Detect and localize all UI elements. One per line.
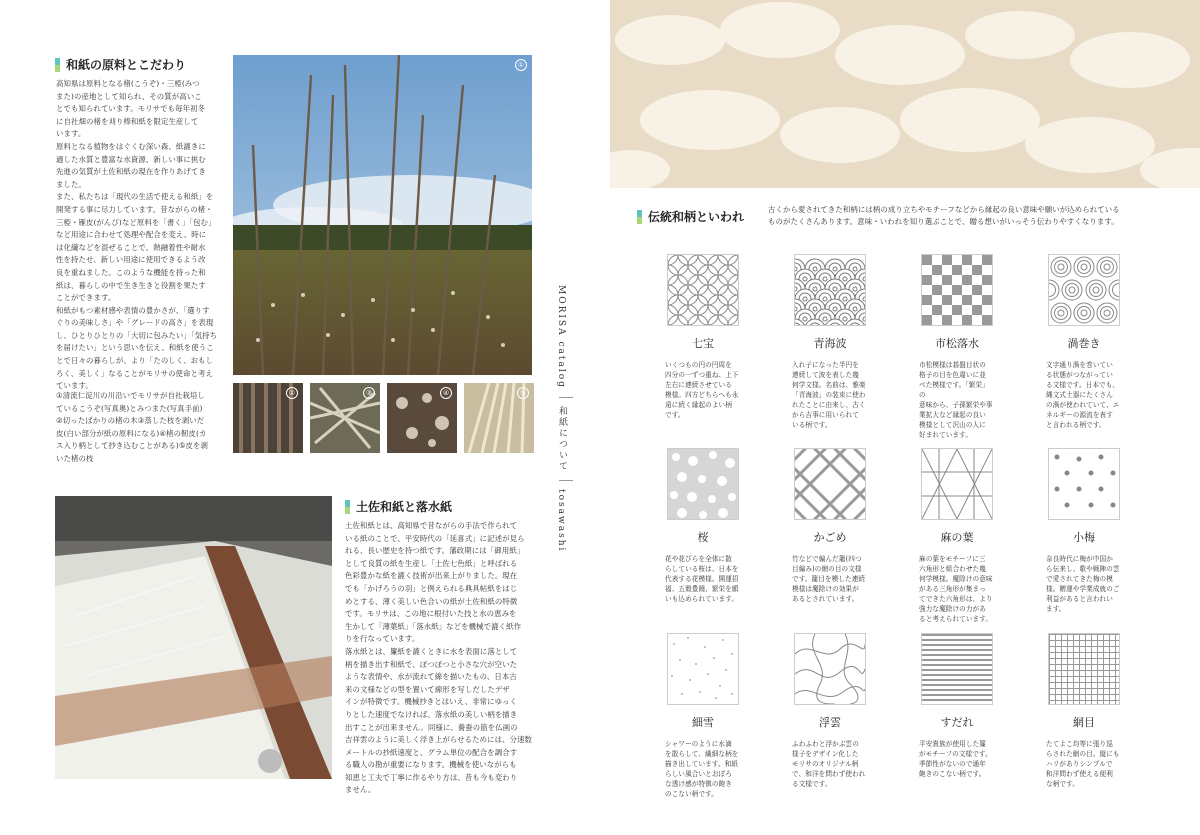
pattern-name: 細雪 (692, 716, 714, 729)
spine-section: 和紙について (557, 405, 567, 472)
spine-romaji: tosawashi (556, 488, 566, 553)
pattern-description: ふわふわと浮かぶ雲の 様子をデザイン化した モリサのオリジナル柄 で、和洋を問わず使われ る文様です。 (792, 740, 866, 788)
papermaking-machine-photo (55, 496, 332, 779)
shippo-swatch (667, 254, 739, 326)
sudare-swatch (921, 633, 993, 705)
pattern-sudare (921, 633, 995, 779)
section2-body: 土佐和紙とは、高知県で昔ながらの手法で作られて いる紙のことで、平安時代の「延喜式」に記述が見ら れる、長い歴史を持つ紙です。藩政期には「御用紙」 として良質の紙を生産し「土佐七色紙」と呼ばれる 色彩豊かな紙を漉く技術が出来上がりました。現在 でも「かげろうの羽」と例えられる典具帖紙をはじ めとする、薄く美しい色合いの紙が土佐和紙の特徴 です。モリサは、この地に根付いた技と水の恵みを 生かして「薄葉紙」「落水紙」などを機械で漉く紙作 りを行なっています。 落水紙とは、簾紙を漉くときに水を表面に落として 柄を描き出す和紙で、ぽつぽつと小さな穴が空いた ような表情や、水が流れて線を描いたもの、日本古 来の文様などの型を置いて線形を写しだしたデザ インが特徴です。機械抄きとはいえ、非常にゆっく りとした速度でなければ、落水紙の美しい柄を描き 出すことが出来ません。同様に、養蚕の筋を仏画の 吉祥雲のように美しく浮き上がらせるためには、分速数 メートルの抄紙速度と、グラム単位の配合を調合す る職人の勘が重要になります。機械を使いながらも 知恵と工夫で丁寧に作るやり方は、昔も今も変わり ません。 (345, 521, 533, 795)
photo-number: ⑤ (517, 387, 529, 399)
section3-title: 伝統和柄といわれ (648, 210, 745, 224)
thumb-peeled-branches (464, 383, 534, 453)
koume-swatch (1048, 448, 1120, 520)
pattern-description: 麻の葉をモチーフに三 六角形と組合わせた幾 何学模様。魔除けの意味 がある三角形が集まっ てできた六角形は、より 強力な魔除けの力があ ると考えられています。 (919, 555, 993, 623)
pattern-name: 麻の葉 (940, 531, 974, 544)
pattern-name: 七宝 (692, 337, 714, 350)
thumb-stripped-bark (310, 383, 380, 453)
ukigumo-swatch (794, 633, 866, 705)
pattern-ukigumo (794, 633, 868, 789)
pattern-name: 渦巻き (1067, 337, 1101, 350)
uzumaki-swatch (1048, 254, 1120, 326)
pattern-description: 入れ子になった半円を 連続して波を表した幾 何学文様。名前は、雅楽 「青海波」の装束に使わ れたことに由来し、古く から吉事に用いられて いる柄です。 (792, 361, 866, 429)
amime-swatch (1048, 633, 1120, 705)
pattern-amime (1048, 633, 1122, 789)
pattern-description: いくつもの円の円周を 四分の一ずつ重ね、上下 左右に連続させている 模様。四方どちらへも永 遠に続く縁起のよい柄 です。 (665, 361, 739, 419)
section1-caption: ①清流仁淀川の川沿いでモリサが自社栽培し ているこうぞ(写真奥)とみつまた(写真手前) ②切ったばかりの楮の木③蒸した枝を剥いだ 皮(白い部分が紙の原料になる)④楮の靭皮(カ ス入り柄として抄き込むことがある)⑤皮を剥 いた楮の枝 (56, 391, 209, 463)
pattern-description: 奈良時代に梅が中国か ら伝来し、歌や戦陣の雲 で愛されてきた梅の模 様。贈運や学業成就のご 利益があると言われい ます。 (1046, 555, 1120, 613)
rakusui-paper-texture-photo (610, 0, 1200, 188)
seigaiha-swatch (794, 254, 866, 326)
pattern-asanoha (921, 448, 995, 624)
pattern-name: 青海波 (813, 337, 847, 350)
asanoha-swatch (921, 448, 993, 520)
pattern-name: かごめ (813, 531, 847, 544)
pattern-description: シャワーのように水滴 を散らして、繊細な柄を 描き出しています。和紙 らしい風合いとおぼろ な透け感が特徴の飽き のこない柄です。 (665, 740, 739, 798)
spine-divider (559, 480, 573, 481)
sakura-swatch (667, 448, 739, 520)
pattern-name: すだれ (940, 716, 974, 729)
pattern-seigaiha (794, 254, 868, 430)
pattern-name: 桜 (697, 531, 709, 544)
pattern-uzumaki (1048, 254, 1122, 430)
section2-heading (345, 498, 452, 515)
pattern-description: 竹などで編んだ籠(四つ 目編み)の網の目の文様 です。籠目を模した連続 模様は魔除けの効果が あるとされています。 (792, 555, 866, 603)
section3-heading (637, 208, 744, 225)
heading-accent-bar (55, 58, 60, 72)
pattern-sakura (667, 448, 741, 604)
section1-title: 和紙の原料とこだわり (66, 58, 187, 72)
photo-number: ④ (440, 387, 452, 399)
pattern-name: 網目 (1073, 716, 1095, 729)
ichimatsu-swatch (921, 254, 993, 326)
pattern-shippo (667, 254, 741, 420)
pattern-description: 平安貴族が使用した簾 がモチーフの文様です。 季節性がないので通年 飽きのこない柄です。 (919, 740, 992, 778)
pattern-sasameyuki (667, 633, 741, 799)
pattern-ichimatsu (921, 254, 995, 440)
page-spine (556, 285, 576, 552)
pattern-description: 文字通り渦を巻いてい る状態がつながってい る文様です。日本でも、 縄文式土器にたくさん の渦が使われていて、エ ネルギーの源流を表す と言われる柄です。 (1046, 361, 1120, 429)
pattern-description: 市松模様は碁盤目状の 格子の目を色違いに並 べた模様です。「繁栄」の 意味から、子孫繁栄や事 業拡大など縁起の良い 模様として沢山の人に 好まれています。 (919, 361, 993, 439)
photo-number: ② (286, 387, 298, 399)
thumb-cut-branches (233, 383, 303, 453)
kagome-swatch (794, 448, 866, 520)
section3-intro: 古くから愛されてきた和柄には柄の成り立ちやモチーフなどから縁起の良い意味や願いが込められている ものがたくさんあります。意味・いわれを知り選ぶことで、贈る想いがいっそう伝わりやすくなります。 (768, 205, 1120, 226)
pattern-description: 花や花びらを全体に散 らしている桜は、日本を 代表する花模様。開運招 福、五穀豊饒、繁栄を願 いも込められています。 (665, 555, 739, 603)
pattern-kagome (794, 448, 868, 604)
photo-number: ① (515, 59, 527, 71)
pattern-name: 市松落水 (935, 337, 979, 350)
sasameyuki-swatch (667, 633, 739, 705)
kozo-field-photo (233, 55, 532, 375)
spine-brand: MORISA catalog (556, 285, 566, 389)
pattern-name: 浮雲 (819, 716, 841, 729)
heading-accent-bar (345, 500, 350, 514)
spine-divider (559, 397, 573, 398)
section1-body: 高知県は原料となる楮(こうぞ)・三椏(みつ また)の産地として知られ、その質が高いこ とでも知られています。モリサでも毎年初冬 に自社畑の楮を刈り棒和紙を限定生産して います。 原料となる植物をはぐくむ深い森、紙漉きに 適した水質と豊富な水資源、新しい事に挑む 先進の気質が土佐和紙の現在を作りあげてき ました。 また、私たちは「現代の生活で使える和紙」を 開発する事に尽力しています。昔ながらの楮・ 三椏・雁皮(がんぴ)など原料を「書く」「包む」 など用途に合わせて処理や配合を変え、時に は化繊などを混ぜることで、熱融着性や耐水 性を持たせ、新しい用途に使用できるよう改 良を重ねました。このような機能を持った和 紙は、暮らしの中で生き生きと役割を果たす ことができます。 和紙がもつ素材感や表情の豊かさが、「選りす ぐりの美味しさ」や「グレードの高さ」を表現 し、ひとりひとりの「大切に包みたい」「気持ち を届けたい」という思いを伝え、和紙を使うこ とで日々の暮らしが、より「たのしく、おもし ろく、美しく」なることがモリサの使命と考え ています。 (56, 79, 218, 391)
thumb-inner-bark (387, 383, 457, 453)
photo-number: ③ (363, 387, 375, 399)
section2-title: 土佐和紙と落水紙 (356, 500, 453, 514)
pattern-name: 小梅 (1073, 531, 1095, 544)
heading-accent-bar (637, 210, 642, 224)
pattern-description: たてよこ均等に張り巡 らされた網の目。縦にも ハリがありシンプルで 和洋問わず使える便利 な柄です。 (1046, 740, 1120, 788)
pattern-koume (1048, 448, 1122, 614)
section1-heading (55, 56, 186, 73)
